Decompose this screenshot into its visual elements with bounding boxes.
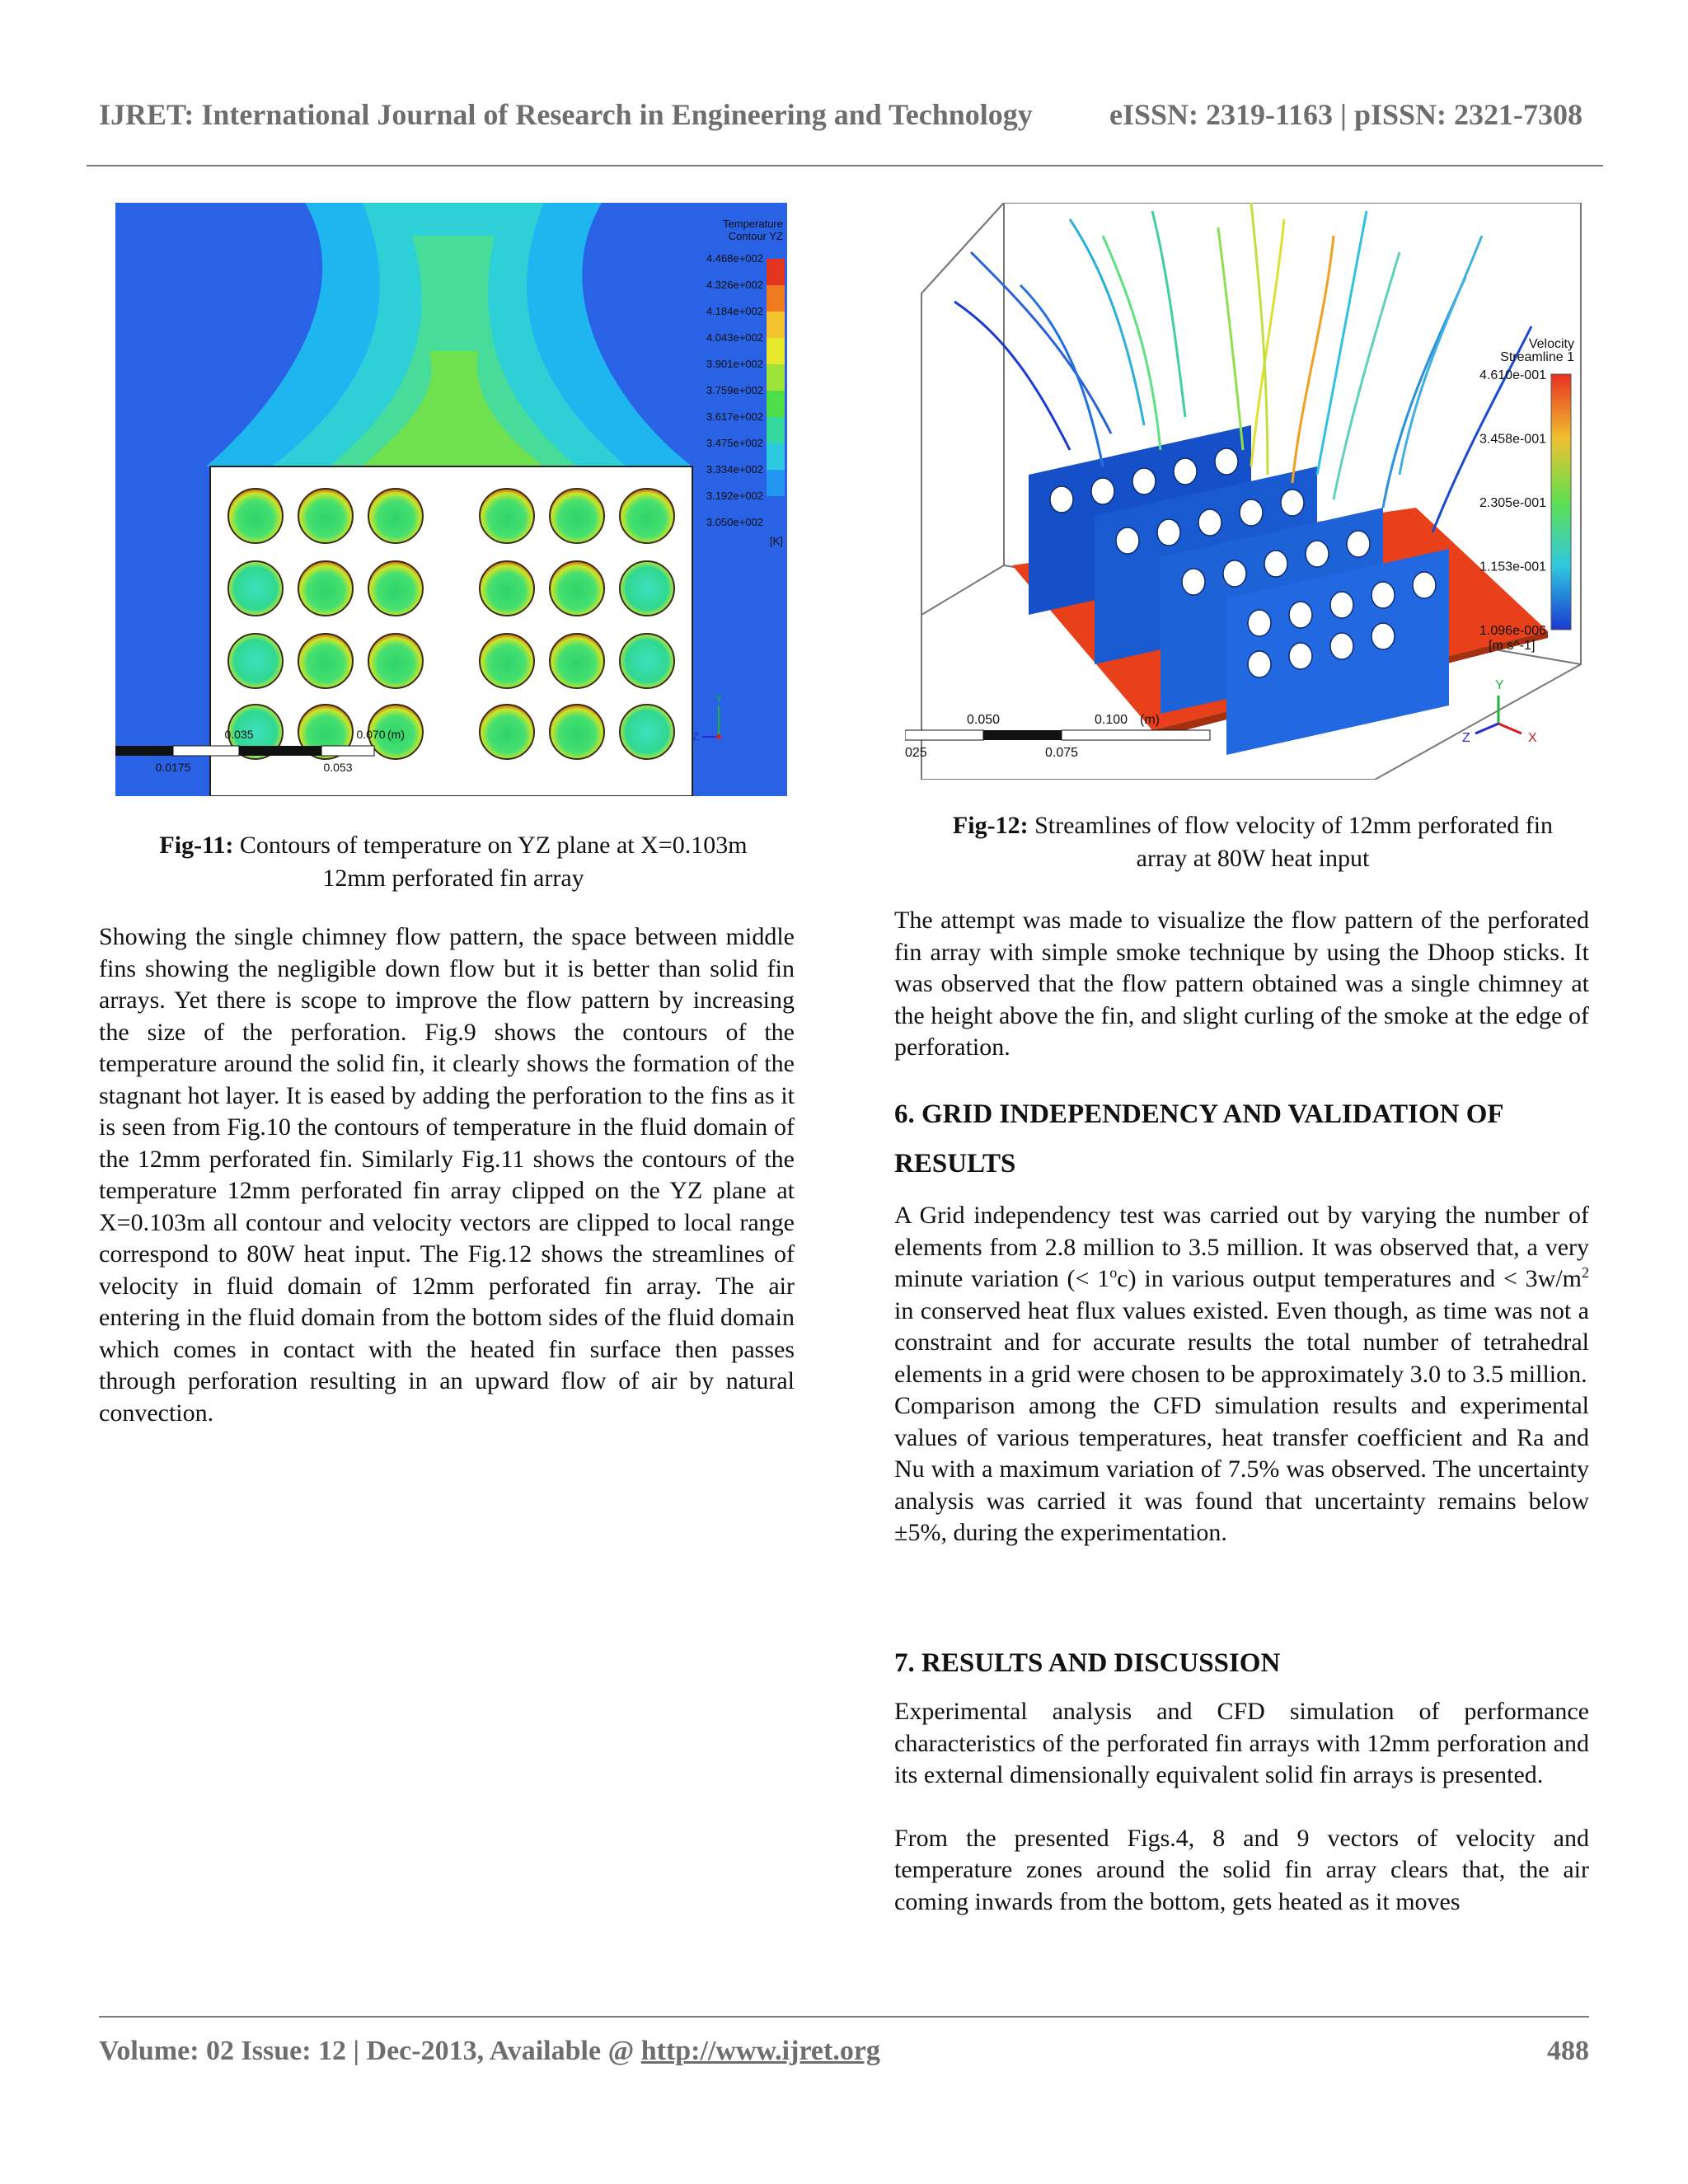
fig11-legend-value: 4.043e+002 <box>706 331 763 344</box>
fig11-caption-line1: Contours of temperature on YZ plane at X=0.103m <box>233 832 748 859</box>
section-7-paragraph-1: Experimental analysis and CFD simulation of performance characteristics of the perforated fin arrays with 12mm perforation and its external dimensionally equivalent solid fin arrays is presented. <box>894 1698 1589 1788</box>
fig12-legend-value: 2.305e-001 <box>1479 496 1546 510</box>
fig11-legend-value: 3.050e+002 <box>706 516 763 528</box>
fig11-legend-value: 3.617e+002 <box>706 410 763 423</box>
fig11-colorbar <box>767 259 785 496</box>
fig12-scale-top-2: 0.100 <box>1094 713 1128 727</box>
fig11-legend-value: 4.468e+002 <box>706 252 763 265</box>
fig12-legend-value: 1.096e-006 <box>1479 624 1546 638</box>
fig11-scale-top-2: 0.070 <box>356 728 386 741</box>
page-number: 488 <box>1547 2036 1589 2066</box>
section-6-paragraph-1: A Grid independency test was carried out by varying the number of elements from 2.8 million to 3.5 million. It was observed that, a very minute variation (< $1^oc$) in various output temperatures and < $3w/m^2$ in conserved heat flux values existed. Even though, as time was not a constraint and for accurate results the total number of tetrahedral elements in a grid were chosen to be approximately 3.0 to 3.5 million. <box>894 1202 1589 1388</box>
footer-rule <box>99 2016 1589 2018</box>
footer-volume: Volume: 02 Issue: 12 | Dec-2013, Available @ <box>99 2036 641 2066</box>
fig11-legend-title-2: Contour YZ <box>728 230 783 242</box>
fig12-legend-title-2: Streamline 1 <box>1500 350 1574 364</box>
journal-title: IJRET: International Journal of Research in Engineering and Technology <box>99 98 1033 131</box>
fig11-axis-y: Y <box>715 692 723 705</box>
section-7-heading: 7. RESULTS AND DISCUSSION <box>894 1648 1281 1678</box>
fig11-temperature-contour <box>115 203 787 796</box>
fig11-legend <box>723 218 783 242</box>
right-column-intro <box>894 905 1589 1064</box>
fig11-scale-bottom-2: 0.053 <box>323 761 353 774</box>
fig12-legend-value: 1.153e-001 <box>1479 560 1546 574</box>
right-paragraph-1: The attempt was made to visualize the flow pattern of the perforated fin array with simple smoke technique by using the Dhoop sticks. It was observed that the flow pattern obtained was a single chimney at the height above the fin, and slight curling of the smoke at the edge of perforation. <box>894 907 1589 1061</box>
fig11-legend-value: 4.184e+002 <box>706 305 763 317</box>
fig11-legend-value: 3.334e+002 <box>706 463 763 476</box>
left-column <box>99 921 795 1429</box>
fig12-velocity-streamlines <box>905 203 1584 780</box>
section-7-body <box>894 1696 1589 1918</box>
left-paragraph-1: Showing the single chimney flow pattern, the space between middle fins showing the negligible down flow but it is better than solid fin arrays. Yet there is scope to improve the flow pattern by increasing the size of the perforation. Fig.9 shows the contours of the temperature around the solid fin, it clearly shows the formation of the stagnant hot layer. It is eased by adding the perforation to the fins as it is seen from Fig.10 the contours of temperature in the fluid domain of the 12mm perforated fin. Similarly Fig.11 shows the contours of the temperature 12mm perforated fin array clipped on the YZ plane at X=0.103m all contour and velocity vectors are clipped to local range correspond to 80W heat input. The Fig.12 shows the streamlines of velocity in fluid domain of 12mm perforated fin array. The air entering in the fluid domain from the bottom sides of the fluid domain which comes in contact with the heated fin surface then passes through perforation resulting in an upward flow of air by natural convection. <box>99 923 795 1427</box>
fig12-scale-bottom-1: 025 <box>905 746 927 760</box>
page-header <box>99 97 1582 132</box>
fig11-axis-z: Z <box>692 730 699 743</box>
fig12-axis-x: X <box>1528 731 1537 745</box>
fig12-scale-bottom-2: 0.075 <box>1044 746 1079 760</box>
fig11-scale-bottom-1: 0.0175 <box>155 761 191 774</box>
fig12-axis-y: Y <box>1495 678 1504 692</box>
fig11-caption-line2: 12mm perforated fin array <box>322 865 584 892</box>
fig11-scale-unit: (m) <box>387 728 405 741</box>
section-6-heading-line2: RESULTS <box>894 1149 1016 1179</box>
fig11-legend-value: 3.759e+002 <box>706 384 763 396</box>
fig11-legend-value: 3.192e+002 <box>706 490 763 502</box>
fig12-axis-z: Z <box>1462 731 1470 745</box>
fig11-legend-unit: [K] <box>770 535 783 547</box>
fig12-legend-unit: [m s^-1] <box>1489 639 1536 653</box>
header-rule <box>87 165 1603 166</box>
fig12-caption <box>890 809 1615 875</box>
fig11-legend-value: 3.901e+002 <box>706 358 763 370</box>
fig11-legend-value: 4.326e+002 <box>706 279 763 291</box>
page-footer <box>99 2036 1589 2067</box>
fig11-caption <box>99 829 808 895</box>
fig11-legend-value: 3.475e+002 <box>706 437 763 449</box>
fig12-legend-value: 3.458e-001 <box>1479 432 1546 447</box>
fig11-legend-title-1: Temperature <box>723 218 783 230</box>
fig12-caption-label: Fig-12: <box>952 812 1029 839</box>
section-6-heading <box>894 1090 1603 1188</box>
fig12-scale-top-1: 0.050 <box>966 713 1001 727</box>
fig11-scale-top-1: 0.035 <box>224 728 254 741</box>
fig12-legend-title-1: Velocity <box>1528 337 1574 351</box>
section-6-body <box>894 1200 1589 1549</box>
fig12-caption-line2: array at 80W heat input <box>1136 845 1370 872</box>
fig12-legend-value: 4.610e-001 <box>1479 368 1546 382</box>
section-7-paragraph-2: From the presented Figs.4, 8 and 9 vectors of velocity and temperature zones around the solid fin array clears that, the air coming inwards from the bottom, gets heated as it moves <box>894 1824 1589 1915</box>
footer-link[interactable]: http://www.ijret.org <box>640 2036 880 2066</box>
fig11-caption-label: Fig-11: <box>159 832 234 859</box>
section-6-heading-line1: 6. GRID INDEPENDENCY AND VALIDATION OF <box>894 1099 1504 1129</box>
issn: eISSN: 2319-1163 | pISSN: 2321-7308 <box>1109 98 1582 131</box>
fig12-caption-line1: Streamlines of flow velocity of 12mm perforated fin <box>1028 812 1554 839</box>
section-6-paragraph-2: Comparison among the CFD simulation results and experimental values of various temperatures, heat transfer coefficient and Ra and Nu with a maximum variation of 7.5% was observed. The uncertainty analysis was carried it was found that uncertainty remains below ±5%, during the experimentation. <box>894 1392 1589 1546</box>
fig12-scale-unit: (m) <box>1140 713 1160 727</box>
